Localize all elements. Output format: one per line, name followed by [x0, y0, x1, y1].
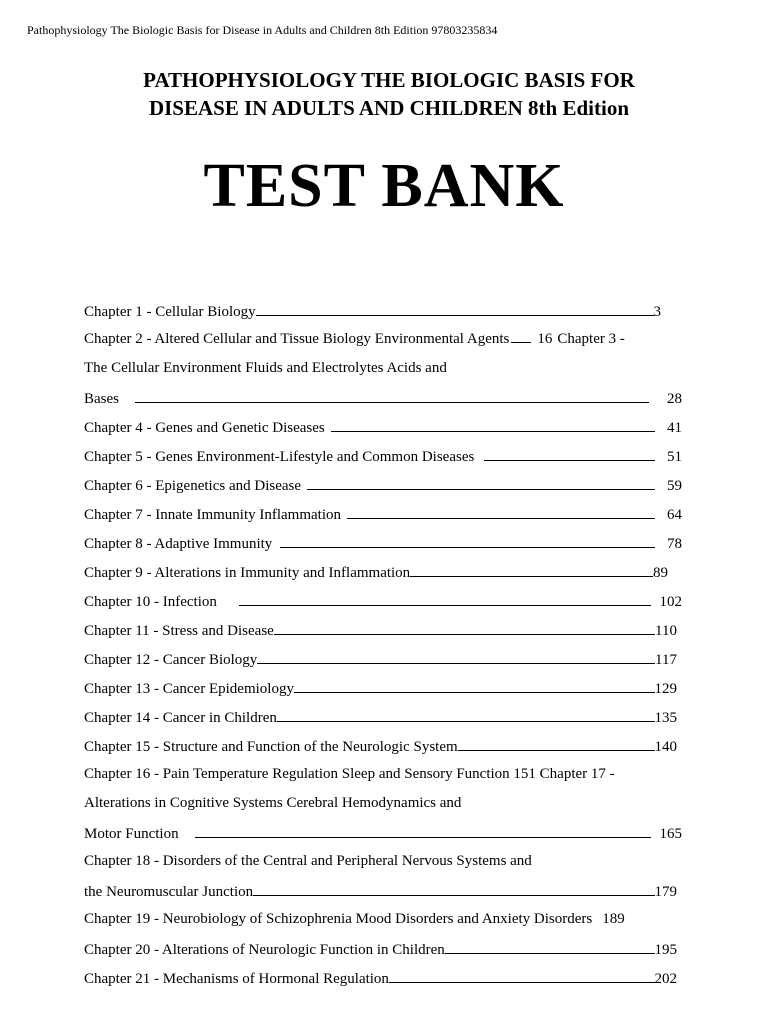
leader-line — [294, 673, 655, 693]
leader-line — [280, 528, 655, 548]
leader-line — [511, 325, 531, 343]
toc-entry-label: The Cellular Environment Fluids and Electrolytes Acids and — [84, 360, 447, 376]
toc-entry-ch8[interactable] — [84, 528, 682, 557]
toc-entry-ch13[interactable] — [84, 673, 677, 702]
leader-line — [239, 586, 651, 606]
toc-entry-label: Chapter 6 - Epigenetics and Disease — [84, 478, 302, 494]
toc-entry-ch15[interactable] — [84, 731, 677, 760]
toc-entry-page: 3 — [653, 304, 661, 320]
toc-entry-ch7[interactable] — [84, 499, 682, 528]
toc-entry-page: 140 — [654, 739, 677, 755]
toc-entry-page: 202 — [654, 971, 677, 987]
toc-entry-label: Motor Function — [84, 826, 179, 842]
toc-entry-label: Chapter 20 - Alterations of Neurologic Function in Children — [84, 942, 445, 958]
toc-entry-label: Chapter 16 - Pain Temperature Regulation Sleep and Sensory Function 151 Chapter 17 - — [84, 766, 615, 782]
toc-entry-page: 110 — [655, 623, 677, 639]
toc-entry-label: Chapter 15 - Structure and Function of the Neurologic System — [84, 739, 458, 755]
toc-entry-ch18-cont[interactable] — [84, 876, 677, 905]
leader-line — [274, 615, 655, 635]
toc-entry-page: 102 — [659, 594, 682, 610]
toc-entry-ch9[interactable] — [84, 557, 668, 586]
toc-entry-label-next: Chapter 3 - — [557, 331, 625, 347]
toc-entry-page: 135 — [654, 710, 677, 726]
table-of-contents — [84, 296, 688, 992]
toc-entry-label: Chapter 2 - Altered Cellular and Tissue Biology Environmental Agents — [84, 331, 510, 347]
toc-entry-ch17-cont — [84, 789, 688, 818]
toc-entry-ch18[interactable] — [84, 847, 688, 876]
toc-entry-label: Chapter 7 - Innate Immunity Inflammation — [84, 507, 342, 523]
leader-line — [307, 470, 655, 490]
toc-entry-page: 89 — [653, 565, 668, 581]
test-bank-heading: TEST BANK — [203, 152, 565, 220]
toc-entry-label: the Neuromuscular Junction — [84, 884, 254, 900]
toc-entry-page: 64 — [667, 507, 682, 523]
title-line-2: DISEASE IN ADULTS AND CHILDREN 8th Edition — [148, 96, 630, 120]
leader-line — [135, 383, 649, 403]
toc-entry-page: 189 — [602, 911, 625, 927]
toc-entry-page: 28 — [667, 391, 682, 407]
toc-entry-label: Alterations in Cognitive Systems Cerebral Hemodynamics and — [84, 795, 462, 811]
title-line-1: PATHOPHYSIOLOGY THE BIOLOGIC BASIS FOR — [143, 68, 635, 92]
toc-entry-page: 16 — [537, 331, 553, 347]
toc-entry-ch12[interactable] — [84, 644, 677, 673]
toc-entry-label: Chapter 10 - Infection — [84, 594, 217, 610]
leader-line — [195, 818, 651, 838]
toc-entry-ch21[interactable] — [84, 963, 677, 992]
leader-line — [256, 296, 654, 316]
toc-entry-page: 179 — [654, 884, 677, 900]
toc-entry-ch10[interactable] — [84, 586, 682, 615]
toc-entry-ch16[interactable] — [84, 760, 688, 789]
toc-entry-page: 78 — [667, 536, 682, 552]
leader-line — [257, 644, 655, 664]
leader-line — [484, 441, 655, 461]
toc-entry-label: Chapter 8 - Adaptive Immunity — [84, 536, 273, 552]
toc-entry-label: Chapter 18 - Disorders of the Central and Peripheral Nervous Systems and — [84, 853, 532, 869]
toc-entry-ch1[interactable] — [84, 296, 661, 325]
toc-entry-page: 41 — [667, 420, 682, 436]
toc-entry-page: 165 — [659, 826, 682, 842]
leader-line — [389, 963, 655, 983]
toc-entry-ch2[interactable] — [84, 325, 688, 354]
toc-entry-ch4[interactable] — [84, 412, 682, 441]
document-title — [60, 66, 718, 122]
toc-entry-ch3[interactable] — [84, 383, 682, 412]
toc-entry-ch11[interactable] — [84, 615, 677, 644]
toc-entry-ch6[interactable] — [84, 470, 682, 499]
toc-entry-ch3-cont — [84, 354, 688, 383]
toc-entry-page: 117 — [655, 652, 677, 668]
toc-entry-page: 129 — [654, 681, 677, 697]
toc-entry-label: Chapter 13 - Cancer Epidemiology — [84, 681, 294, 697]
toc-entry-page: 195 — [654, 942, 677, 958]
leader-line — [445, 934, 655, 954]
toc-entry-label: Bases — [84, 391, 119, 407]
toc-entry-page: 59 — [667, 478, 682, 494]
leader-line — [347, 499, 655, 519]
toc-entry-label: Chapter 21 - Mechanisms of Hormonal Regulation — [84, 971, 389, 987]
leader-line — [253, 876, 654, 896]
toc-entry-ch14[interactable] — [84, 702, 677, 731]
leader-line — [410, 557, 653, 577]
toc-entry-ch5[interactable] — [84, 441, 682, 470]
leader-line — [331, 412, 655, 432]
leader-line — [458, 731, 655, 751]
toc-entry-label: Chapter 14 - Cancer in Children — [84, 710, 277, 726]
toc-entry-ch17[interactable] — [84, 818, 682, 847]
toc-entry-label: Chapter 11 - Stress and Disease — [84, 623, 274, 639]
toc-entry-label: Chapter 19 - Neurobiology of Schizophrenia Mood Disorders and Anxiety Disorders — [84, 911, 593, 927]
toc-entry-label: Chapter 12 - Cancer Biology — [84, 652, 258, 668]
toc-entry-label: Chapter 9 - Alterations in Immunity and Inflammation — [84, 565, 411, 581]
toc-entry-page: 51 — [667, 449, 682, 465]
toc-entry-label: Chapter 5 - Genes Environment-Lifestyle and Common Diseases — [84, 449, 475, 465]
toc-entry-label: Chapter 1 - Cellular Biology — [84, 304, 256, 320]
running-header: Pathophysiology The Biologic Basis for Disease in Adults and Children 8th Edition 97803235834 — [27, 23, 498, 37]
toc-entry-ch20[interactable] — [84, 934, 677, 963]
toc-entry-label: Chapter 4 - Genes and Genetic Diseases — [84, 420, 325, 436]
toc-entry-ch19[interactable] — [84, 905, 688, 934]
leader-line — [277, 702, 655, 722]
